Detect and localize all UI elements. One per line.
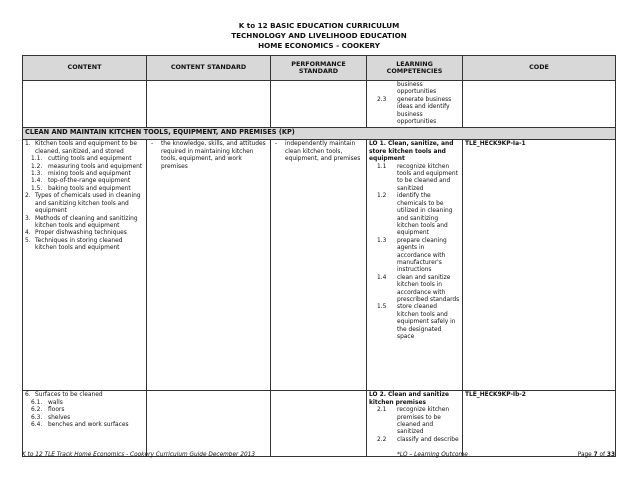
competency-item [373, 238, 460, 275]
dash-marker: - [151, 141, 154, 148]
table-row [23, 391, 616, 457]
subitem-number: 6.1. [31, 399, 43, 406]
cell-code: TLE_HECK9KP-Ia-1 [463, 140, 616, 391]
item-text: Surfaces to be cleaned [35, 392, 103, 399]
cell-continued-competencies [367, 81, 463, 128]
competency-text: clean and sanitize kitchen tools in accordance with prescribed standards [397, 274, 460, 303]
content-item [25, 238, 144, 253]
cell-empty [463, 81, 616, 128]
competency-list [369, 164, 460, 342]
continued-line: business opportunities [397, 82, 437, 96]
footer-guide-title: K to 12 TLE Track Home Economics - Cookery Curriculum Guide December 2013 [22, 452, 256, 458]
table-header-row [23, 56, 616, 81]
subitem-text: shelves [48, 414, 71, 421]
subitem-number: 1.3. [31, 171, 43, 178]
item-text: Techniques in storing cleaned kitchen tools and equipment [35, 237, 123, 252]
cell-content [23, 391, 147, 457]
item-number: 1. [25, 141, 31, 148]
learning-outcome-title: LO 2. Clean and sanitize kitchen premises [369, 392, 449, 406]
cell-code: TLE_HECK9KP-Ib-2 [463, 391, 616, 457]
content-item [25, 141, 144, 156]
content-subitem [31, 164, 144, 171]
header-content: CONTENT [23, 56, 147, 81]
subitem-number: 6.3. [31, 414, 43, 421]
table-row [23, 140, 616, 391]
competency-number: 1.1 [377, 163, 387, 170]
content-standard-item [149, 141, 268, 171]
competency-number: 2.1 [377, 407, 387, 414]
item-text: Types of chemicals used in cleaning and sanitizing kitchen tools and equipment [35, 193, 141, 215]
competency-item [373, 193, 460, 237]
content-standard-text: the knowledge, skills, and attitudes required in maintaining kitchen tools, equipment, and work premises [161, 141, 266, 170]
competency-text: recognize kitchen tools and equipment to be cleaned and sanitized [397, 163, 458, 192]
subitem-text: top-of-the-range equipment [48, 178, 131, 185]
section-row [23, 128, 616, 140]
item-text: Methods of cleaning and sanitizing kitchen tools and equipment [35, 215, 138, 229]
section-title: CLEAN AND MAINTAIN KITCHEN TOOLS, EQUIPMENT, AND PREMISES (KP) [23, 128, 616, 140]
competency-item [373, 275, 460, 305]
item-number: 5. [25, 237, 31, 244]
page-current: 7 [593, 452, 598, 458]
competency-text: recognize kitchen premises to be cleaned and sanitized [397, 407, 450, 436]
content-subitem [31, 415, 144, 422]
competency-item [373, 164, 460, 194]
competency-item [373, 437, 460, 444]
cell-empty [147, 81, 271, 128]
header-performance-standard: PERFORMANCE STANDARD [271, 56, 367, 81]
doc-title-line3: HOME ECONOMICS - COOKERY [258, 41, 380, 50]
subitem-number: 1.2. [31, 163, 43, 170]
content-subitem [31, 400, 144, 407]
item-number: 4. [25, 230, 31, 237]
competency-text: generate business ideas and identify business opportunities [397, 96, 452, 126]
competency-list [369, 407, 460, 444]
cell-content [23, 140, 147, 391]
cell-empty [147, 391, 271, 457]
subitem-number: 1.4. [31, 178, 43, 185]
cell-content-standard [147, 140, 271, 391]
subitem-text: benches and work surfaces [48, 422, 129, 429]
competency-text: identify the chemicals to be utilized in cleaning and sanitizing kitchen tools and equipment [397, 193, 453, 237]
performance-standard-text: independently maintain clean kitchen tools, equipment, and premises [285, 141, 361, 163]
footer-legend: *LO – Learning Outcome [397, 452, 468, 458]
item-number: 2. [25, 193, 31, 200]
doc-title-line1: K to 12 BASIC EDUCATION CURRICULUM [238, 21, 400, 30]
cell-learning-competencies [367, 391, 463, 457]
competency-number: 2.3 [377, 96, 387, 103]
subitem-number: 6.4. [31, 422, 43, 429]
content-list [25, 141, 144, 252]
subitem-text: floors [48, 407, 65, 414]
item-number: 3. [25, 215, 31, 222]
content-subitem [31, 407, 144, 414]
content-list [25, 392, 144, 429]
learning-outcome-title: LO 1. Clean, sanitize, and store kitchen tools and equipment [369, 141, 454, 163]
page-of-word: of [599, 452, 606, 458]
content-subitem [31, 156, 144, 163]
competency-text: classify and describe [397, 436, 459, 443]
subitem-text: mixing tools and equipment [48, 171, 131, 178]
content-subitem [31, 171, 144, 178]
curriculum-table [22, 55, 616, 457]
item-text: Proper dishwashing techniques [35, 230, 127, 237]
page-word: Page [577, 452, 592, 458]
subitem-text: cutting tools and equipment [48, 156, 132, 163]
subitem-number: 1.1. [31, 156, 43, 163]
competency-item [373, 304, 460, 341]
competency-text: store cleaned kitchen tools and equipment safely in the designated space [397, 304, 456, 340]
competency-number: 1.4 [377, 274, 387, 281]
footer-page-number [578, 451, 615, 459]
competency-number: 2.2 [377, 436, 387, 443]
competency-item [373, 407, 460, 437]
subitem-text: baking tools and equipment [48, 185, 131, 192]
item-number: 6. [25, 392, 31, 399]
competency-item [373, 97, 460, 127]
header-learning-competencies: LEARNING COMPETENCIES [367, 56, 463, 81]
content-item [25, 216, 144, 231]
cell-empty [271, 391, 367, 457]
subitem-number: 6.2. [31, 407, 43, 414]
table-row [23, 81, 616, 128]
item-text: Kitchen tools and equipment to be cleaned, sanitized, and stored [35, 141, 137, 155]
cell-empty [271, 81, 367, 128]
subitem-text: measuring tools and equipment [48, 163, 143, 170]
competency-text: prepare cleaning agents in accordance with manufacturer's instructions [397, 237, 447, 274]
cell-learning-competencies [367, 140, 463, 391]
content-item [25, 230, 144, 237]
header-code: CODE [463, 56, 616, 81]
dash-marker: - [275, 141, 278, 148]
competency-number: 1.3 [377, 237, 387, 244]
content-subitem [31, 422, 144, 429]
competency-number: 1.5 [377, 304, 387, 311]
competency-number: 1.2 [377, 193, 387, 200]
cell-empty [23, 81, 147, 128]
content-item [25, 193, 144, 215]
page-total: 33 [606, 452, 615, 458]
content-subitem [31, 186, 144, 193]
header-content-standard: CONTENT STANDARD [147, 56, 271, 81]
subitem-number: 1.5. [31, 185, 43, 192]
content-item [25, 392, 144, 399]
content-subitem [31, 178, 144, 185]
performance-standard-item [273, 141, 364, 163]
subitem-text: walls [48, 399, 63, 406]
doc-title-line2: TECHNOLOGY AND LIVELIHOOD EDUCATION [231, 31, 407, 40]
cell-performance-standard [271, 140, 367, 391]
